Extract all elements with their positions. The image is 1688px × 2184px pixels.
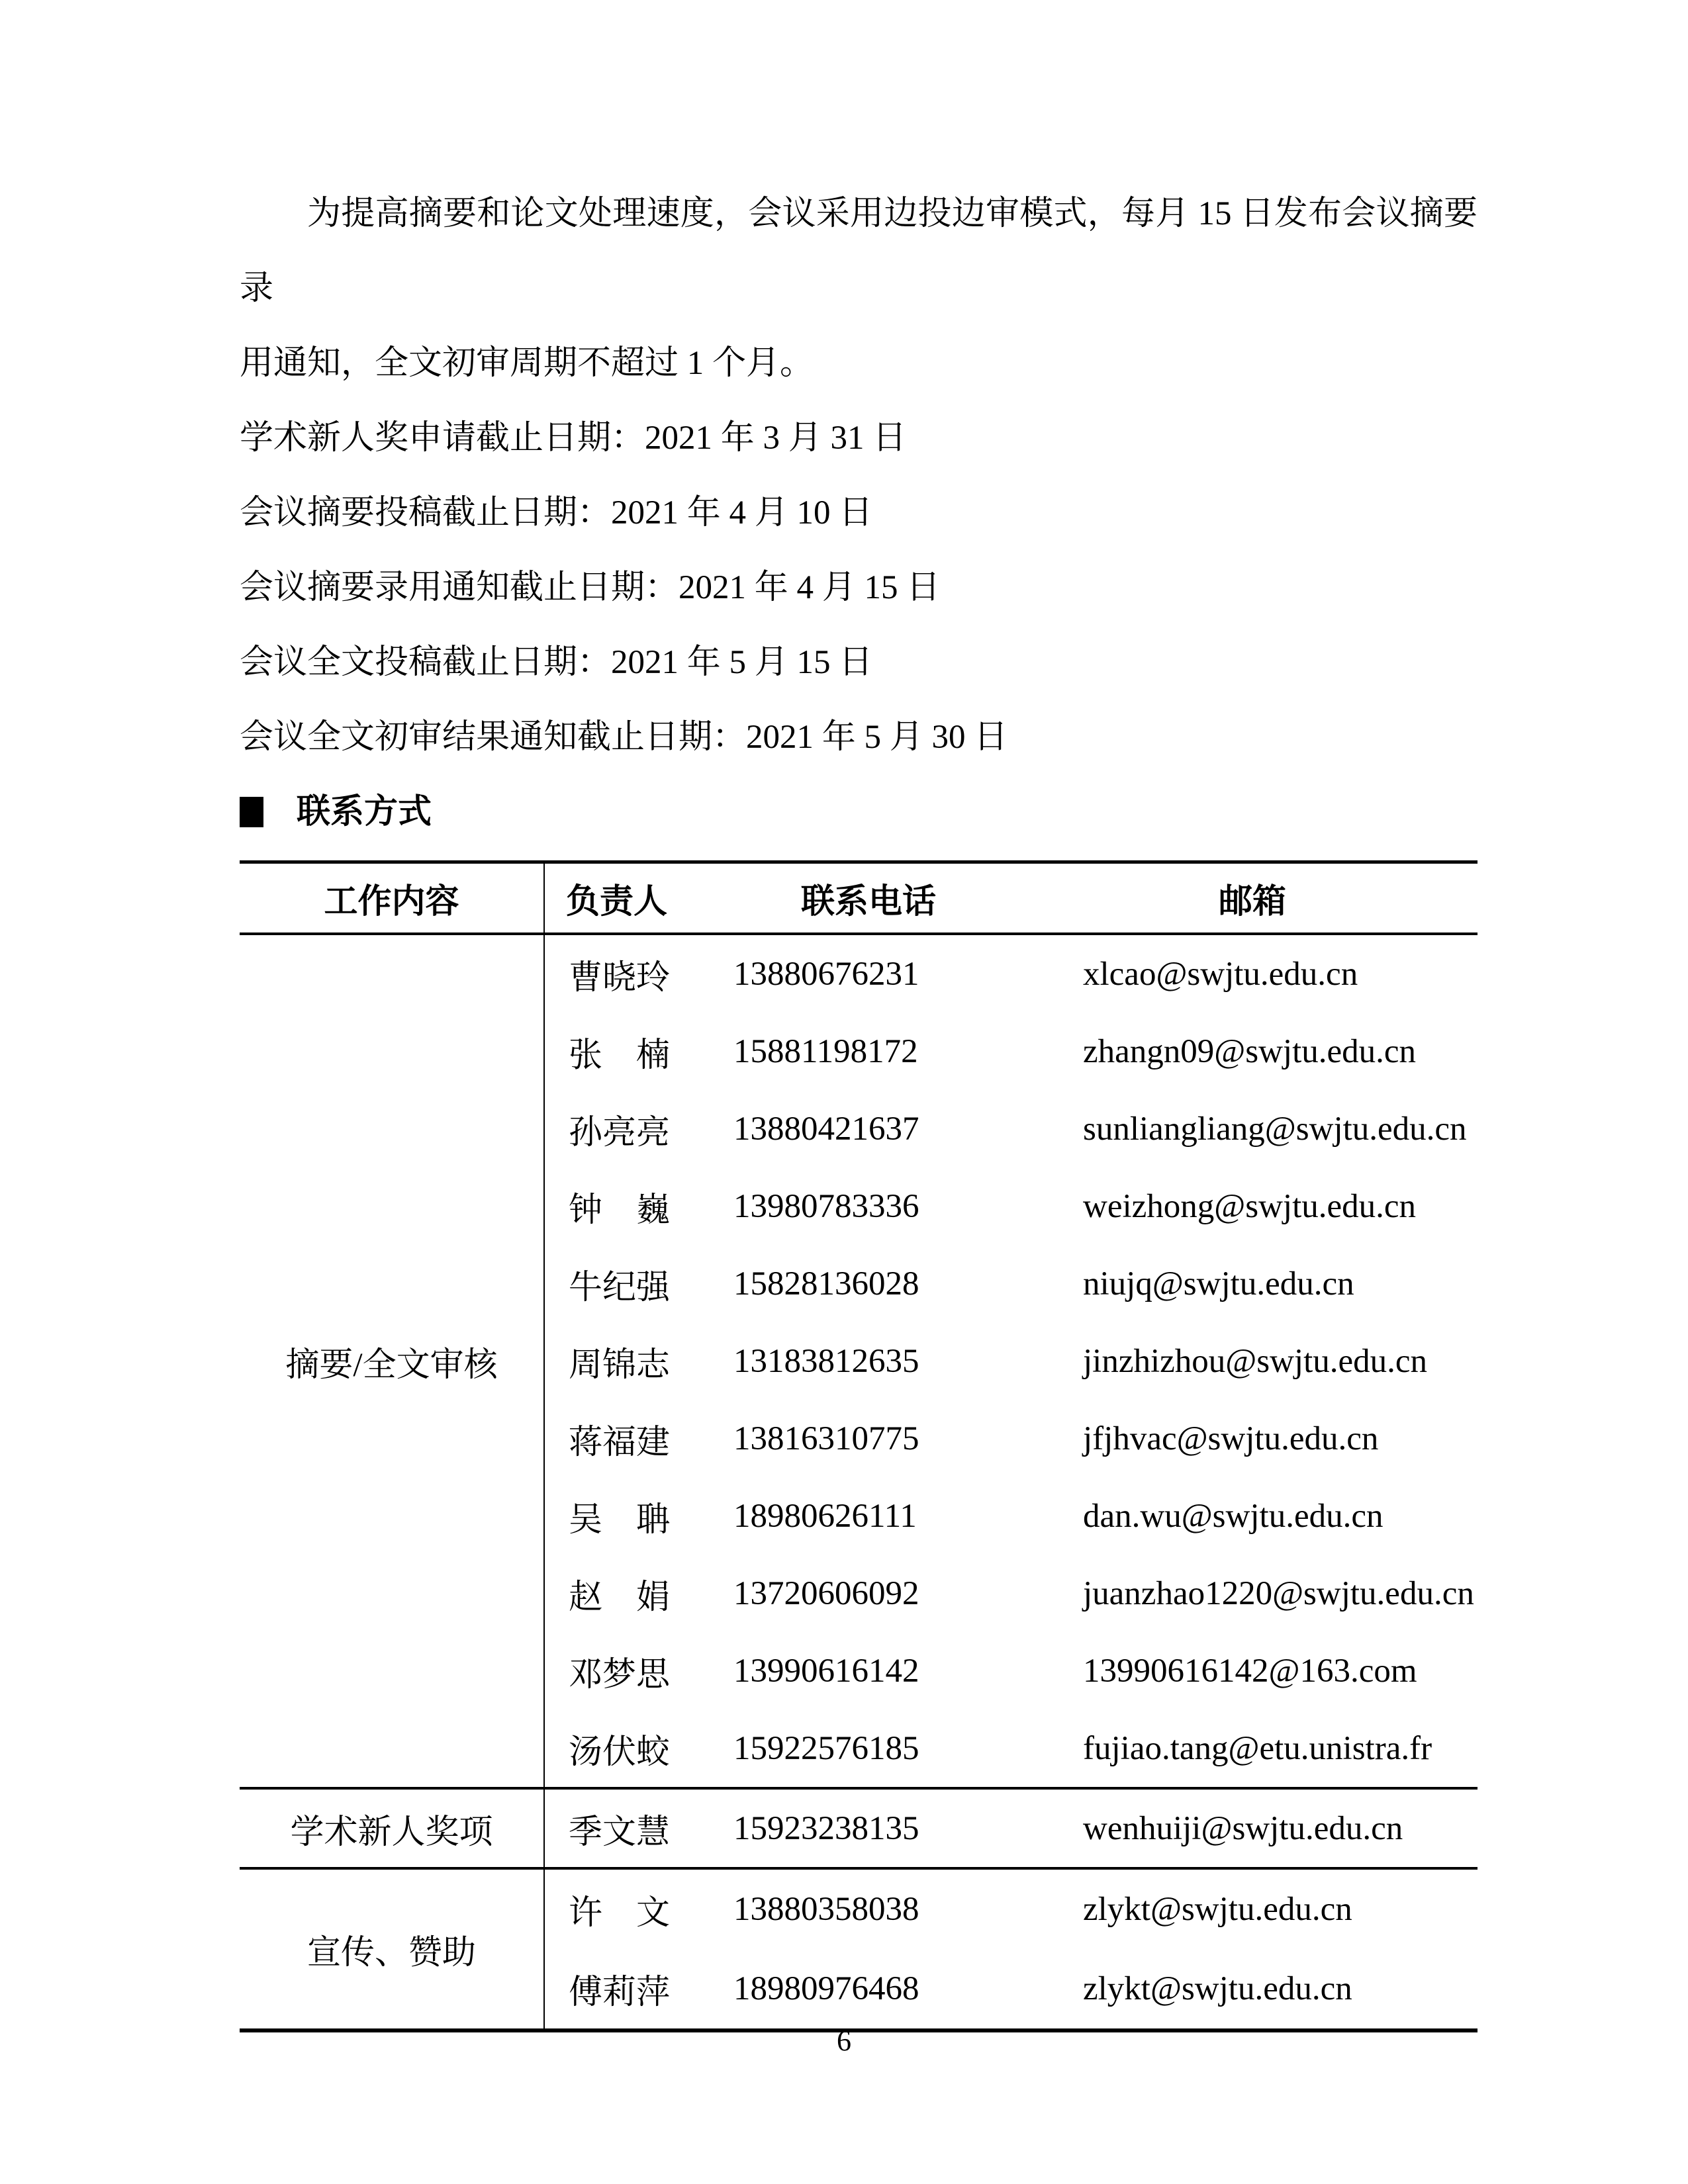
name-cell: 邓梦思 (569, 1656, 671, 1694)
section-label-cell: 宣传、赞助 (240, 1868, 544, 2030)
name-cell: 蒋福建 (569, 1424, 671, 1461)
email-cell: zlykt@swjtu.edu.cn (1083, 1970, 1352, 2007)
phone-cell: 13880358038 (710, 1868, 1027, 1949)
phone-cell: 15923238135 (710, 1788, 1027, 1868)
deadline-fullpaper-review: 会议全文初审结果通知截止日期：2021 年 5 月 30 日 (240, 719, 1008, 756)
header-work-content: 工作内容 (240, 862, 544, 934)
phone-cell: 18980976468 (733, 1970, 919, 2007)
name-cell: 张 楠 (569, 1036, 671, 1074)
email-cell: xlcao@swjtu.edu.cn (1027, 934, 1477, 1013)
deadline-abstract-acceptance: 会议摘要录用通知截止日期：2021 年 4 月 15 日 (240, 569, 941, 606)
phone-cell: 13880421637 (733, 1110, 919, 1148)
phone-cell: 13720606092 (733, 1574, 919, 1612)
table-row (240, 1788, 1477, 1868)
name-cell: 许 文 (544, 1868, 710, 1949)
phone-cell: 13980783336 (733, 1187, 919, 1225)
intro-paragraph-line2: 用通知，全文初审周期不超过 1 个月。 (240, 345, 814, 382)
header-phone: 联系电话 (710, 862, 1027, 934)
table-row (240, 934, 1477, 1013)
phone-cell: 15922576185 (733, 1729, 919, 1767)
deadline-fullpaper-submission: 会议全文投稿截止日期：2021 年 5 月 15 日 (240, 644, 873, 681)
deadline-abstract-submission: 会议摘要投稿截止日期：2021 年 4 月 10 日 (240, 494, 873, 531)
email-cell: niujq@swjtu.edu.cn (1083, 1265, 1354, 1302)
section-label-cell: 摘要/全文审核 (240, 934, 544, 1788)
table-row (240, 1868, 1477, 1949)
email-cell: zhangn09@swjtu.edu.cn (1083, 1032, 1417, 1070)
intro-paragraph-line1: 为提高摘要和论文处理速度，会议采用边投边审模式，每月 15 日发布会议摘要录 (240, 195, 1477, 307)
email-cell: wenhuiji@swjtu.edu.cn (1027, 1788, 1477, 1868)
contact-heading-label: 联系方式 (297, 794, 432, 831)
table-header-row (240, 862, 1477, 934)
deadline-newcomer-award: 学术新人奖申请截止日期：2021 年 3 月 31 日 (240, 420, 907, 457)
name-cell: 赵 娟 (569, 1578, 671, 1616)
contact-section-heading (240, 775, 1477, 850)
email-cell: zlykt@swjtu.edu.cn (1027, 1868, 1477, 1949)
email-cell: 13990616142@163.com (1083, 1652, 1417, 1690)
phone-cell: 13880676231 (710, 934, 1027, 1013)
name-cell: 钟 巍 (569, 1191, 671, 1229)
email-cell: fujiao.tang@etu.unistra.fr (1083, 1729, 1432, 1767)
contact-table (240, 860, 1477, 2032)
name-cell: 周锦志 (569, 1346, 671, 1384)
email-cell: dan.wu@swjtu.edu.cn (1083, 1497, 1383, 1535)
email-cell: weizhong@swjtu.edu.cn (1083, 1187, 1417, 1225)
name-cell: 吴 聃 (569, 1501, 671, 1539)
email-cell: jfjhvac@swjtu.edu.cn (1083, 1420, 1379, 1457)
name-cell: 曹晓玲 (544, 934, 710, 1013)
phone-cell: 15881198172 (733, 1032, 918, 1070)
phone-cell: 13183812635 (733, 1342, 919, 1380)
phone-cell: 13816310775 (733, 1420, 919, 1457)
email-cell: jinzhizhou@swjtu.edu.cn (1083, 1342, 1428, 1380)
name-cell: 傅莉萍 (569, 1974, 671, 2011)
email-cell: juanzhao1220@swjtu.edu.cn (1083, 1574, 1474, 1612)
phone-cell: 15828136028 (733, 1265, 919, 1302)
page-number: 6 (837, 2025, 851, 2057)
header-person: 负责人 (544, 862, 710, 934)
header-email: 邮箱 (1027, 862, 1477, 934)
phone-cell: 18980626111 (733, 1497, 917, 1535)
name-cell: 牛纪强 (569, 1269, 671, 1306)
name-cell: 季文慧 (544, 1788, 710, 1868)
name-cell: 孙亮亮 (569, 1114, 671, 1152)
email-cell: sunliangliang@swjtu.edu.cn (1083, 1110, 1467, 1148)
body-text (240, 177, 1477, 850)
phone-cell: 13990616142 (733, 1652, 919, 1690)
square-bullet-icon (240, 797, 263, 827)
section-label-cell: 学术新人奖项 (240, 1788, 544, 1868)
name-cell: 汤伏蛟 (569, 1733, 671, 1771)
